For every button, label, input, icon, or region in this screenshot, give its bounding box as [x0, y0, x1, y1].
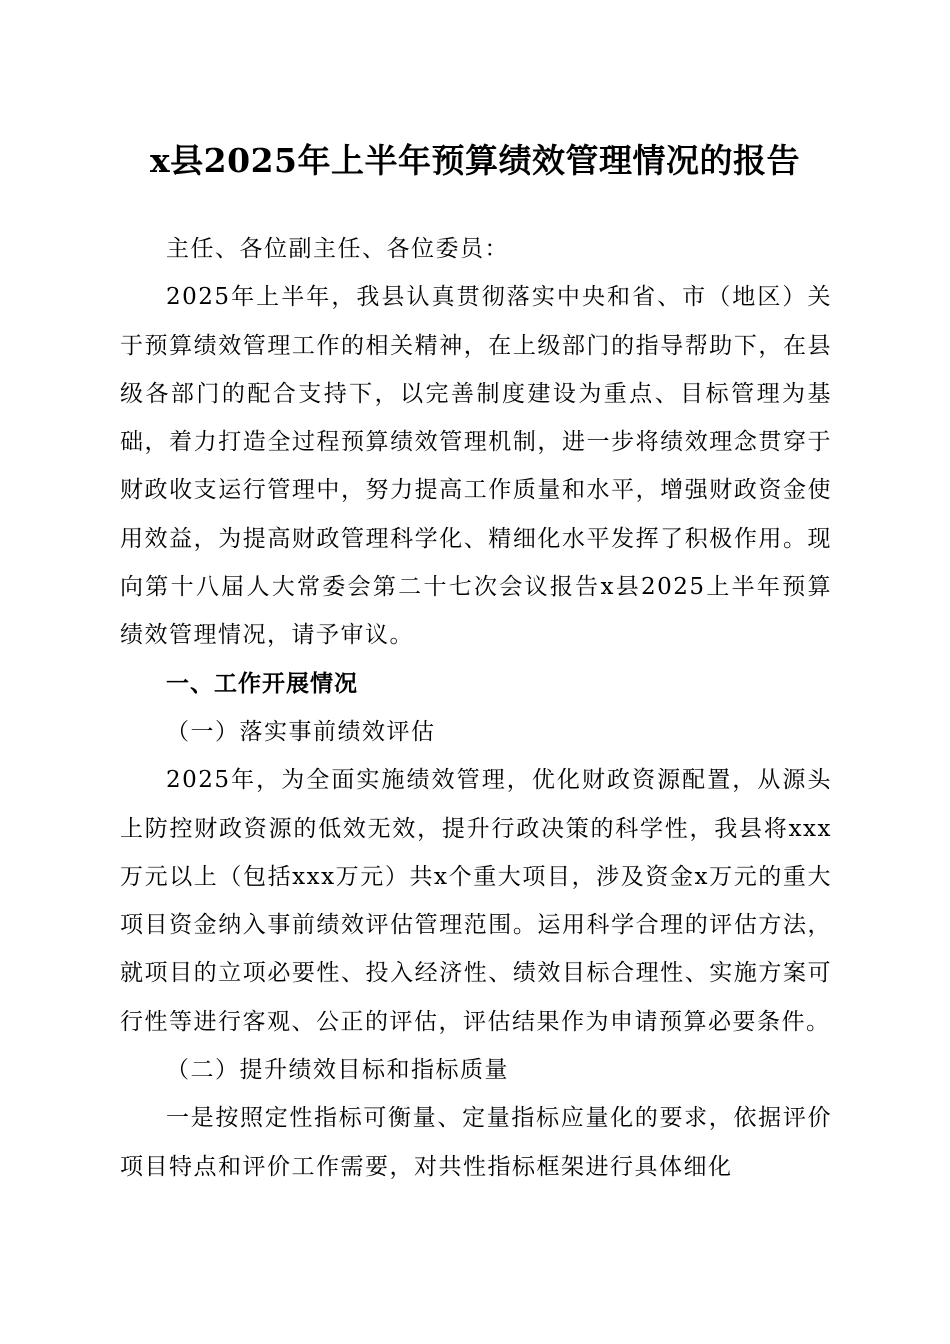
- subsection-heading-2: （二）提升绩效目标和指标质量: [166, 1057, 509, 1084]
- intro-paragraph: 2025年上半年，我县认真贯彻落实中央和省、市（地区）关于预算绩效管理工作的相关精神，在上级部门的指导帮助下，在县级各部门的配合支持下，以完善制度建设为重点、目标管理为基础，着力打造全过程预算绩效管理机制，进一步将绩效理念贯穿于财政收支运行管理中，努力提高工作质量和水平，增强财政资金使用效益，为提高财政管理科学化、精细化水平发挥了积极作用。现向第十八届人大常委会第二十七次会议报告x县2025上半年预算绩效管理情况，请予审议。: [120, 284, 832, 649]
- document-body: [120, 225, 832, 1191]
- section-heading-1: 一、工作开展情况: [166, 670, 358, 697]
- subsection-heading-1: （一）落实事前绩效评估: [166, 718, 436, 745]
- subsection-1-paragraph: 2025年，为全面实施绩效管理，优化财政资源配置，从源头上防控财政资源的低效无效，提升行政决策的科学性，我县将xxx万元以上（包括xxx万元）共x个重大项目，涉及资金x万元的重大项目资金纳入事前绩效评估管理范围。运用科学合理的评估方法，就项目的立项必要性、投入经济性、绩效目标合理性、实施方案可行性等进行客观、公正的评估，评估结果作为申请预算必要条件。: [120, 767, 832, 1035]
- salutation: 主任、各位副主任、各位委员：: [166, 236, 509, 262]
- subsection-2-paragraph: 一是按照定性指标可衡量、定量指标应量化的要求，依据评价项目特点和评价工作需要，对共性指标框架进行具体细化: [120, 1105, 832, 1180]
- document-title: x县2025年上半年预算绩效管理情况的报告: [149, 141, 801, 180]
